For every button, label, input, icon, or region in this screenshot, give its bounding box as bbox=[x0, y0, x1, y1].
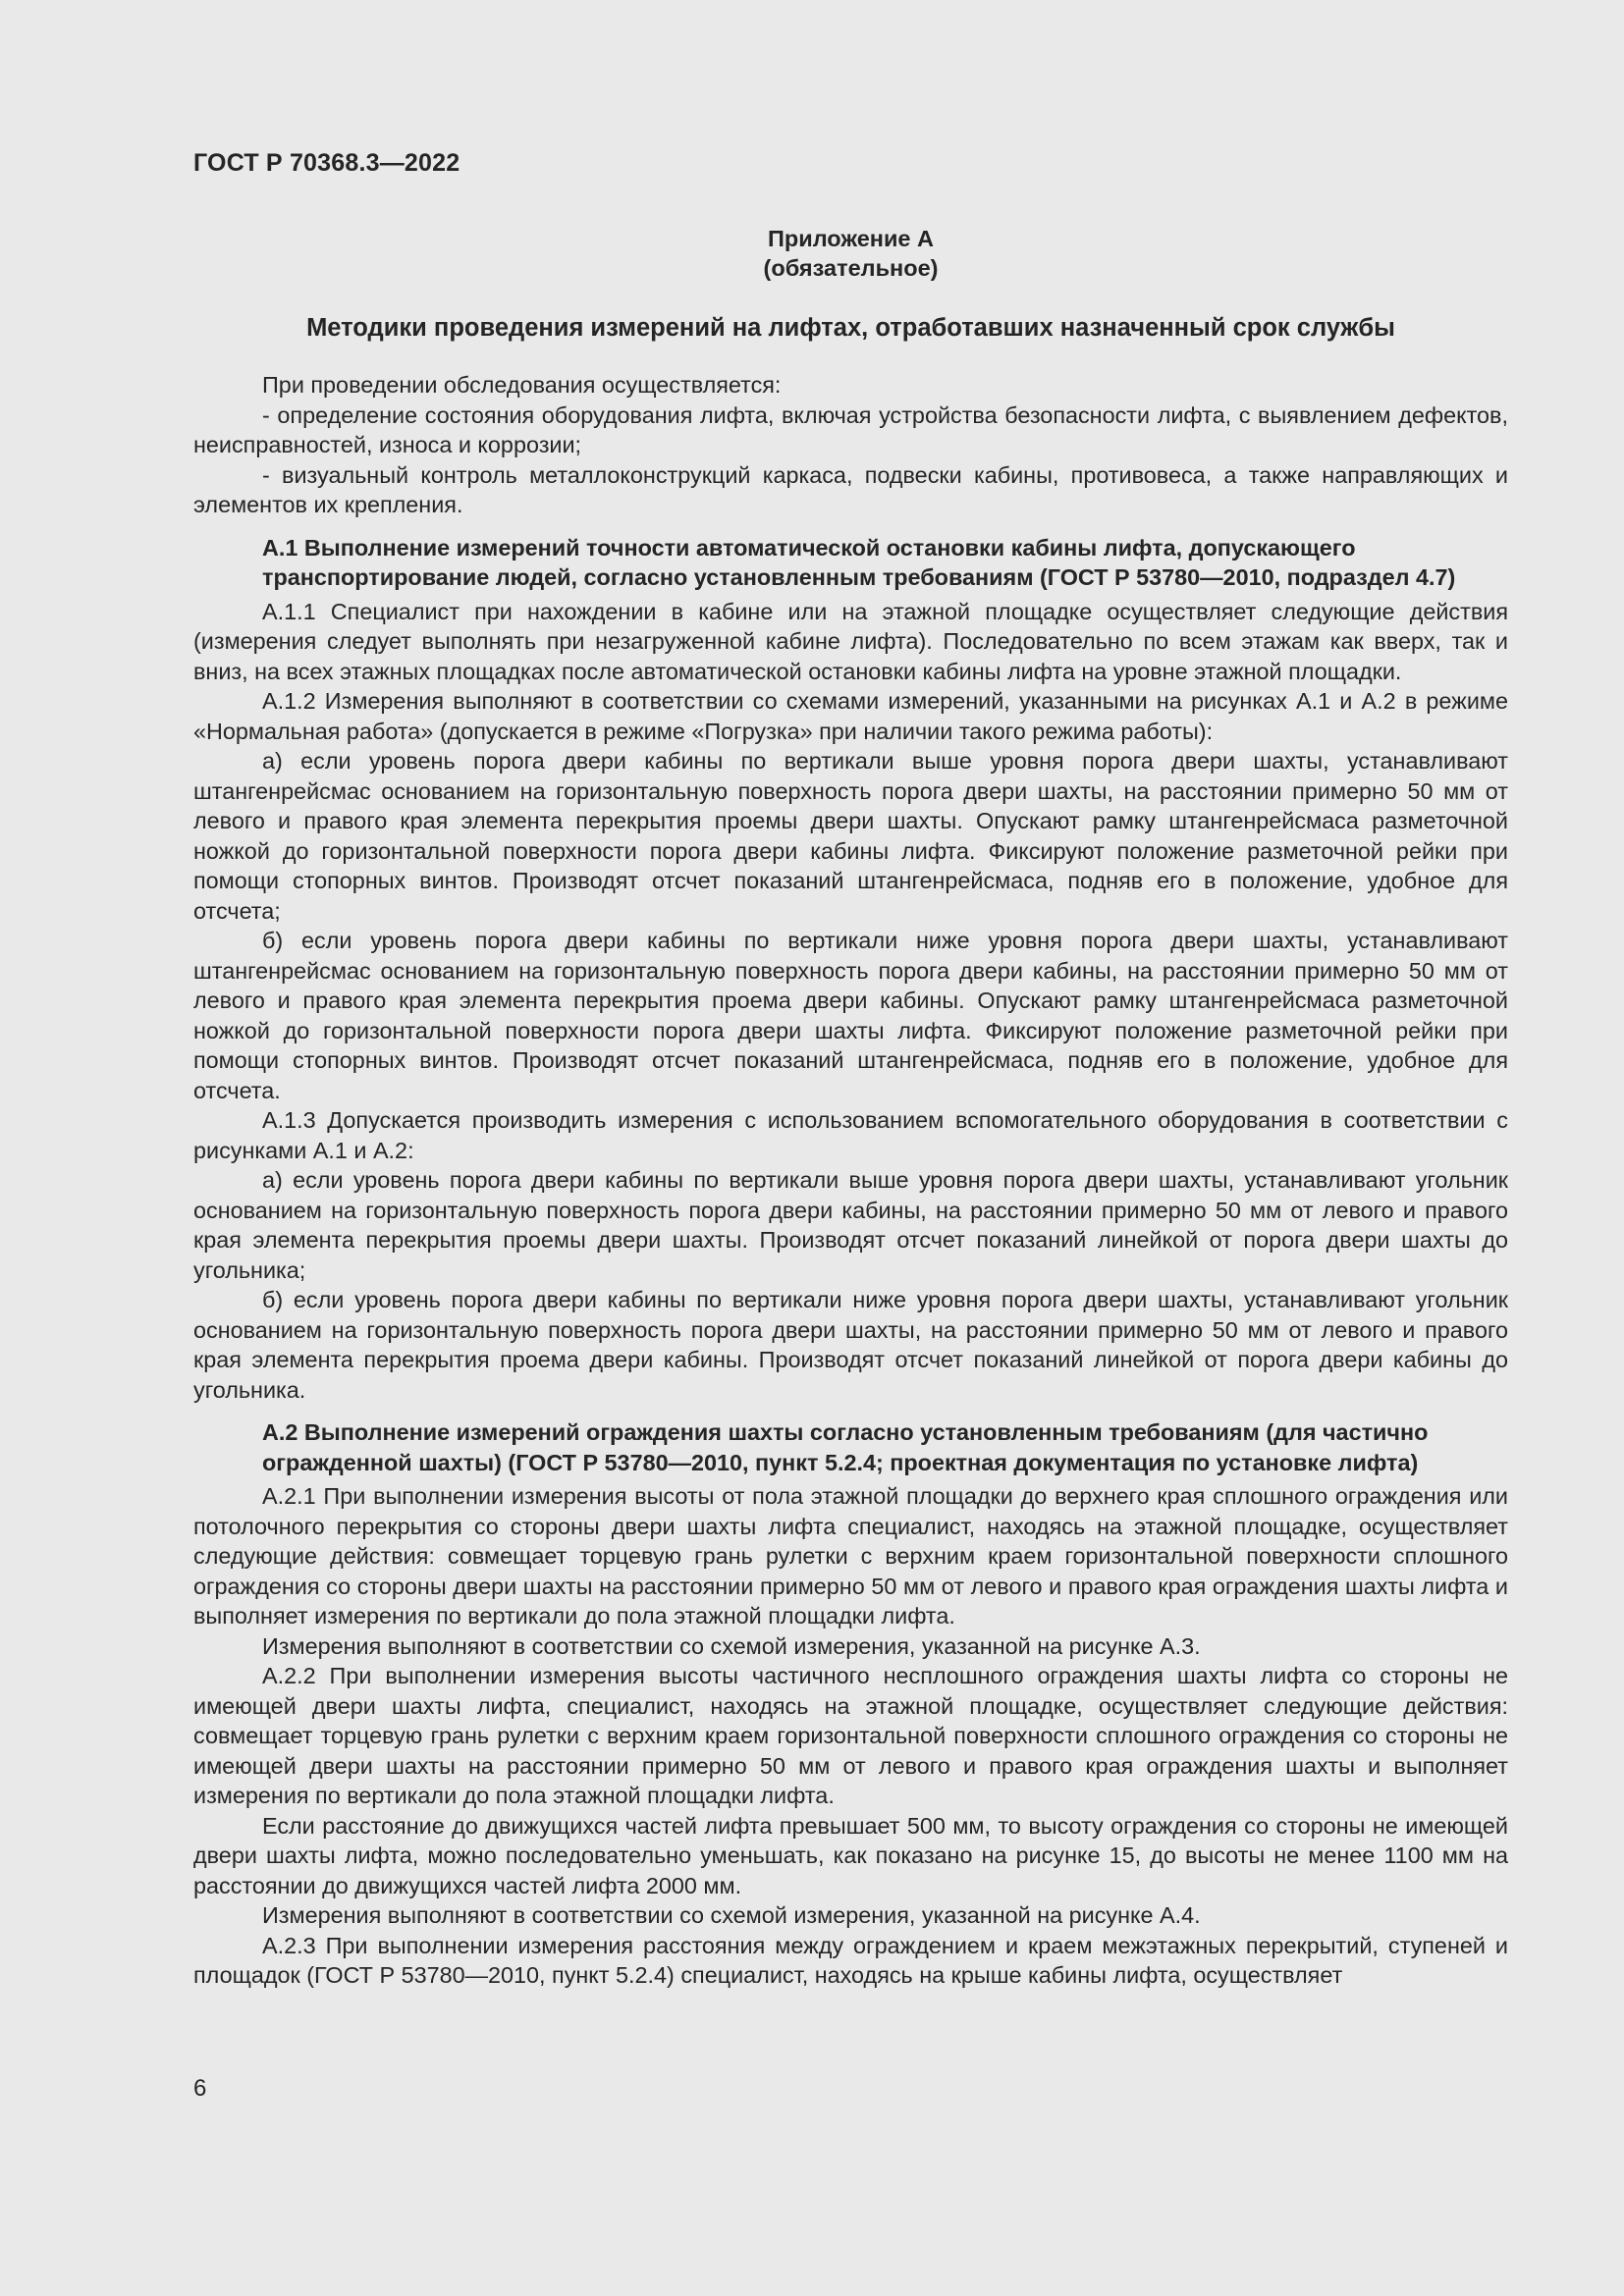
paragraph: Измерения выполняют в соответствии со схемой измерения, указанной на рисунке А.3. bbox=[262, 1632, 1201, 1659]
intro-list-item: - визуальный контроль металлоконструкций каркаса, подвески кабины, противовеса, а также направляющих и элементов их крепления. bbox=[193, 461, 1508, 517]
paragraph: А.2.3 При выполнении измерения расстояния между ограждением и краем межэтажных перекрытий, ступеней и площадок (ГОСТ Р 53780—2010, пункт 5.2.4) специалист, находясь на крыше кабины лифта, осуществляет bbox=[193, 1932, 1508, 1988]
main-title: Методики проведения измерений на лифтах, отработавших назначенный срок службы bbox=[306, 314, 1395, 342]
section-a2-heading: А.2 Выполнение измерений ограждения шахты согласно установленным требованиям (для частично огражденной шахты) (ГОСТ Р 53780—2010, пункт 5.2.4; проектная документация по установке лифта) bbox=[262, 1419, 1429, 1475]
intro-list-item: - определение состояния оборудования лифта, включая устройства безопасности лифта, с выявлением дефектов, неисправностей, износа и коррозии; bbox=[193, 401, 1508, 457]
paragraph: А.2.2 При выполнении измерения высоты частичного несплошного ограждения шахты лифта со стороны не имеющей двери шахты лифта, специалист, находясь на этажной площадке, осуществляет следующие действия: совмещает торцевую грань рулетки с верхним краем горизонтальной поверхности сплошного ограждения со стороны не имеющей двери шахты на расстоянии примерно 50 мм от левого и правого края ограждения шахты и выполняет измерения по вертикали до пола этажной площадки лифта. bbox=[193, 1663, 1508, 1808]
page-number: 6 bbox=[193, 2075, 207, 2102]
paragraph: Если расстояние до движущихся частей лифта превышает 500 мм, то высоту ограждения со стороны не имеющей двери шахты лифта, можно последовательно уменьшать, как показано на рисунке 15, до высоты не менее 1100 мм на расстоянии до движущихся частей лифта 2000 мм. bbox=[193, 1812, 1508, 1898]
list-item: а) если уровень порога двери кабины по вертикали выше уровня порога двери шахты, устанавливают угольник основанием на горизонтальную поверхность порога двери кабины, на расстоянии примерно 50 мм от левого и правого края элемента перекрытия проемы двери шахты. Производят отсчет показаний линейкой от порога двери шахты до угольника; bbox=[193, 1167, 1508, 1283]
document-header: ГОСТ Р 70368.3—2022 bbox=[193, 149, 460, 177]
annex-status: (обязательное) bbox=[763, 255, 939, 281]
paragraph: А.1.1 Специалист при нахождении в кабине или на этажной площадке осуществляет следующие действия (измерения следует выполнять при незагруженной кабине лифта). Последовательно по всем этажам как вверх, так и вниз, на всех этажных площадках после автоматической остановки кабины лифта на уровне этажной площадки. bbox=[193, 598, 1508, 684]
page-content bbox=[193, 224, 1508, 1991]
list-item: а) если уровень порога двери кабины по вертикали выше уровня порога двери шахты, устанавливают штангенрейсмас основанием на горизонтальную поверхность порога двери шахты, на расстоянии примерно 50 мм от левого и правого края элемента перекрытия проемы двери шахты. Опускают рамку штангенрейсмаса разметочной ножкой до горизонтальной поверхности порога двери кабины лифта. Фиксируют положение разметочной рейки при помощи стопорных винтов. Производят отсчет показаний штангенрейсмаса, подняв его в положение, удобное для отсчета; bbox=[193, 748, 1508, 924]
paragraph: Измерения выполняют в соответствии со схемой измерения, указанной на рисунке А.4. bbox=[262, 1902, 1201, 1928]
list-item: б) если уровень порога двери кабины по вертикали ниже уровня порога двери шахты, устанавливают штангенрейсмас основанием на горизонтальную поверхность порога двери кабины, на расстоянии примерно 50 мм от левого и правого края элемента перекрытия проема двери кабины. Опускают рамку штангенрейсмаса разметочной ножкой до горизонтальной поверхности порога двери шахты лифта. Фиксируют положение разметочной рейки при помощи стопорных винтов. Производят отсчет показаний штангенрейсмаса, подняв его в положение, удобное для отсчета. bbox=[193, 928, 1508, 1103]
list-item: б) если уровень порога двери кабины по вертикали ниже уровня порога двери шахты, устанавливают угольник основанием на горизонтальную поверхность порога двери шахты, на расстоянии примерно 50 мм от левого и правого края элемента перекрытия проема двери кабины. Производят отсчет показаний линейкой от порога двери кабины до угольника. bbox=[193, 1287, 1508, 1403]
section-a1-heading: А.1 Выполнение измерений точности автоматической остановки кабины лифта, допускающего транспортирование людей, согласно установленным требованиям (ГОСТ Р 53780—2010, подраздел 4.7) bbox=[262, 534, 1456, 590]
intro-paragraph: При проведении обследования осуществляется: bbox=[262, 372, 782, 398]
paragraph: А.2.1 При выполнении измерения высоты от пола этажной площадки до верхнего края сплошного ограждения или потолочного перекрытия со стороны двери шахты лифта специалист, находясь на этажной площадке, осуществляет следующие действия: совмещает торцевую грань рулетки с верхним краем горизонтальной поверхности сплошного ограждения со стороны двери шахты на расстоянии примерно 50 мм от левого и правого края ограждения шахты лифта и выполняет измерения по вертикали до пола этажной площадки лифта. bbox=[193, 1483, 1508, 1629]
paragraph: А.1.3 Допускается производить измерения с использованием вспомогательного оборудования в соответствии с рисунками А.1 и А.2: bbox=[193, 1107, 1508, 1163]
paragraph: А.1.2 Измерения выполняют в соответствии со схемами измерений, указанными на рисунках А.1 и А.2 в режиме «Нормальная работа» (допускается в режиме «Погрузка» при наличии такого режима работы): bbox=[193, 688, 1508, 744]
annex-title: Приложение А bbox=[768, 226, 934, 251]
